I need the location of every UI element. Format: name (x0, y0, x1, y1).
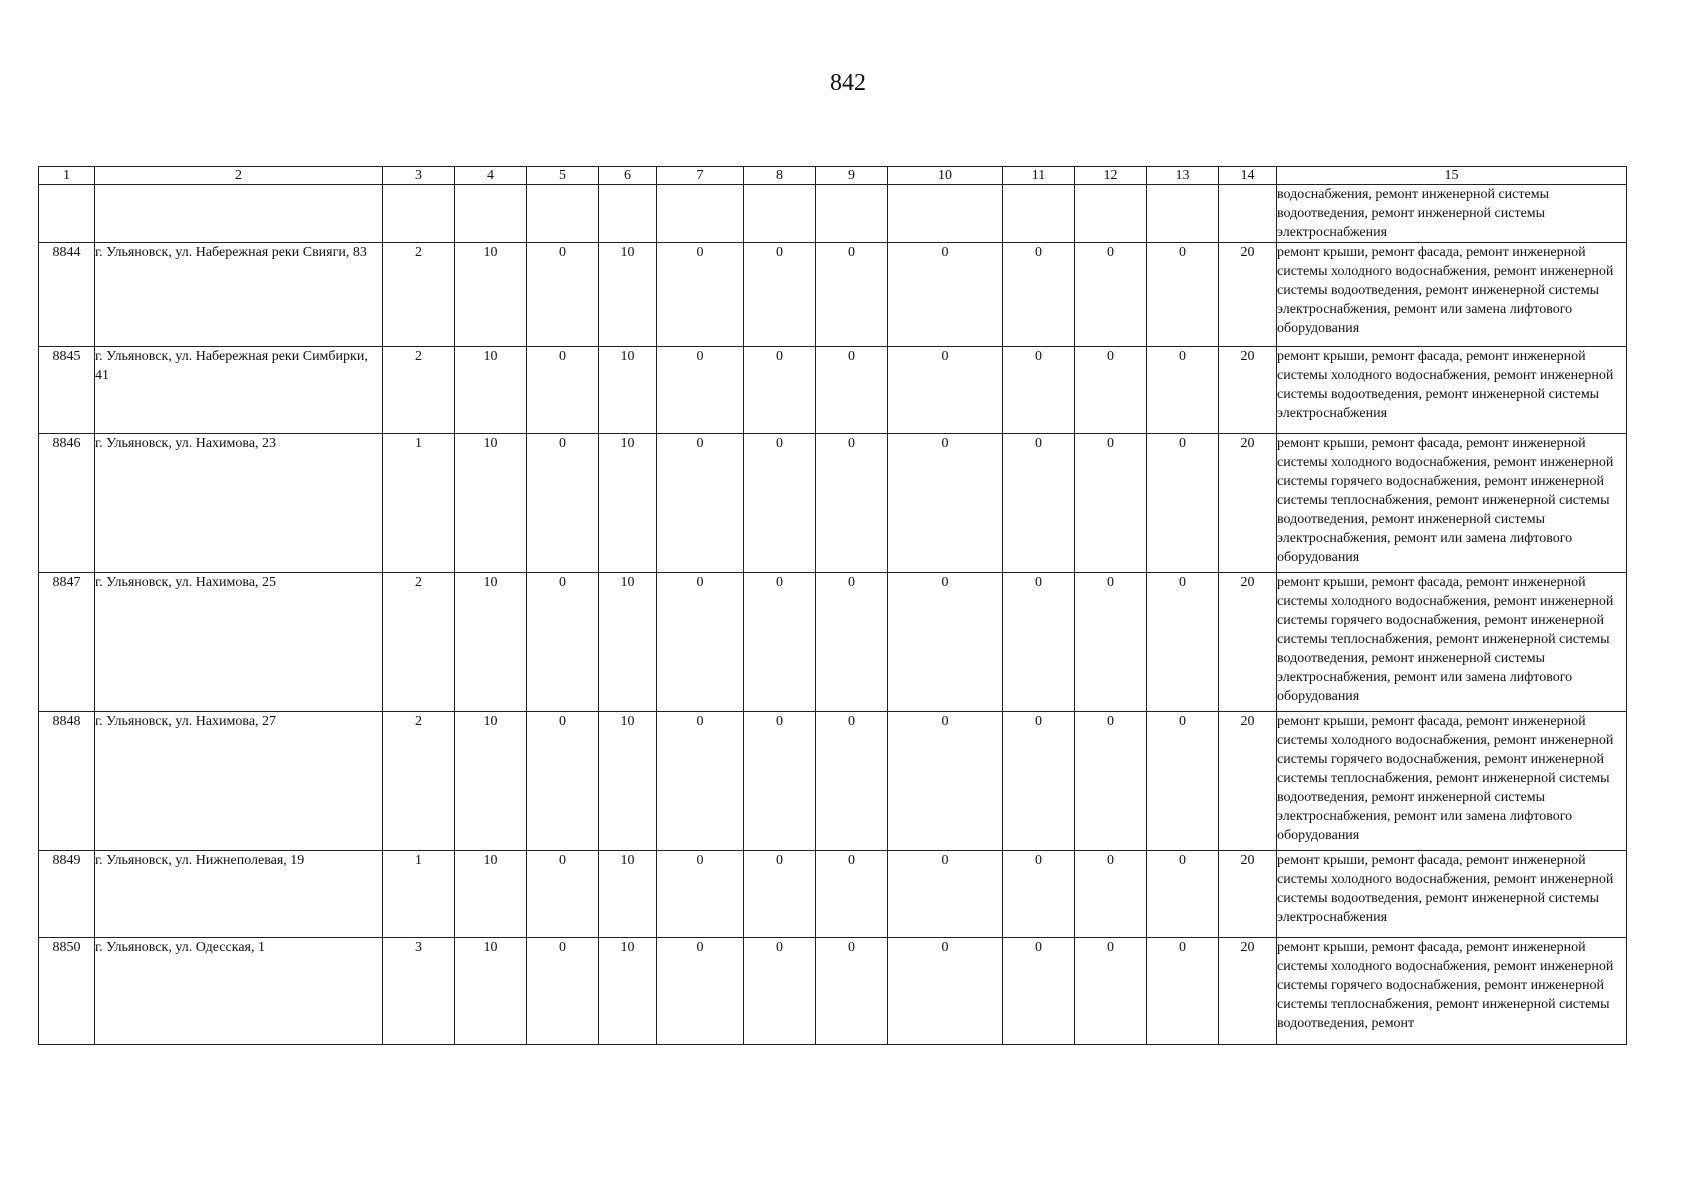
value-cell: 0 (657, 347, 744, 434)
value-cell: 0 (744, 347, 816, 434)
value-cell: 0 (1147, 851, 1219, 938)
column-header: 13 (1147, 167, 1219, 185)
value-cell: 10 (455, 938, 527, 1045)
column-header: 10 (888, 167, 1003, 185)
value-cell: 0 (744, 712, 816, 851)
value-cell: 10 (599, 434, 657, 573)
works-description-cell: ремонт крыши, ремонт фасада, ремонт инженерной системы холодного водоснабжения, ремонт инженерной системы горячего водоснабжения, ремонт инженерной системы теплоснабжения, ремонт инженерной системы водоотведения, ремонт инженерной системы электроснабжения, ремонт или замена лифтового оборудования (1277, 434, 1627, 573)
value-cell: 0 (1003, 243, 1075, 347)
table-row (39, 938, 1627, 1045)
value-cell: 2 (383, 573, 455, 712)
column-header: 6 (599, 167, 657, 185)
works-description-cell: ремонт крыши, ремонт фасада, ремонт инженерной системы холодного водоснабжения, ремонт инженерной системы водоотведения, ремонт инженерной системы электроснабжения, ремонт или замена лифтового оборудования (1277, 243, 1627, 347)
value-cell (888, 185, 1003, 243)
value-cell (1075, 185, 1147, 243)
value-cell: 0 (744, 573, 816, 712)
column-header: 14 (1219, 167, 1277, 185)
address-cell: г. Ульяновск, ул. Нахимова, 27 (95, 712, 383, 851)
address-cell: г. Ульяновск, ул. Нижнеполевая, 19 (95, 851, 383, 938)
value-cell (816, 185, 888, 243)
table-row (39, 434, 1627, 573)
value-cell: 0 (1075, 573, 1147, 712)
value-cell: 0 (744, 434, 816, 573)
value-cell: 10 (455, 347, 527, 434)
value-cell: 0 (744, 243, 816, 347)
value-cell: 2 (383, 347, 455, 434)
value-cell (657, 185, 744, 243)
value-cell: 0 (1003, 573, 1075, 712)
value-cell: 10 (455, 573, 527, 712)
value-cell: 0 (657, 851, 744, 938)
value-cell (599, 185, 657, 243)
row-id-cell (39, 185, 95, 243)
works-description-cell: водоснабжения, ремонт инженерной системы водоотведения, ремонт инженерной системы электроснабжения (1277, 185, 1627, 243)
column-header: 2 (95, 167, 383, 185)
value-cell: 0 (1003, 434, 1075, 573)
value-cell: 0 (816, 851, 888, 938)
column-header: 7 (657, 167, 744, 185)
header-row (39, 167, 1627, 185)
address-cell: г. Ульяновск, ул. Нахимова, 23 (95, 434, 383, 573)
row-id-cell: 8846 (39, 434, 95, 573)
value-cell: 10 (599, 243, 657, 347)
value-cell: 0 (527, 573, 599, 712)
table-row (39, 185, 1627, 243)
value-cell: 0 (527, 851, 599, 938)
value-cell (455, 185, 527, 243)
value-cell: 0 (888, 938, 1003, 1045)
table-row (39, 712, 1627, 851)
value-cell: 20 (1219, 573, 1277, 712)
address-cell (95, 185, 383, 243)
value-cell (744, 185, 816, 243)
value-cell: 0 (816, 243, 888, 347)
value-cell: 0 (1003, 938, 1075, 1045)
value-cell: 2 (383, 712, 455, 851)
column-header: 9 (816, 167, 888, 185)
value-cell: 0 (527, 243, 599, 347)
capital-repair-table (38, 166, 1627, 1045)
value-cell: 0 (1147, 938, 1219, 1045)
value-cell: 0 (816, 573, 888, 712)
value-cell: 0 (1003, 712, 1075, 851)
value-cell: 0 (1075, 712, 1147, 851)
address-cell: г. Ульяновск, ул. Нахимова, 25 (95, 573, 383, 712)
value-cell (1003, 185, 1075, 243)
value-cell: 0 (744, 938, 816, 1045)
row-id-cell: 8844 (39, 243, 95, 347)
value-cell: 0 (1147, 712, 1219, 851)
column-header: 11 (1003, 167, 1075, 185)
value-cell: 10 (455, 434, 527, 573)
value-cell: 3 (383, 938, 455, 1045)
row-id-cell: 8848 (39, 712, 95, 851)
row-id-cell: 8847 (39, 573, 95, 712)
value-cell: 10 (455, 243, 527, 347)
value-cell: 0 (1147, 243, 1219, 347)
address-cell: г. Ульяновск, ул. Набережная реки Свияги, 83 (95, 243, 383, 347)
value-cell: 0 (1003, 347, 1075, 434)
address-cell: г. Ульяновск, ул. Одесская, 1 (95, 938, 383, 1045)
column-header: 8 (744, 167, 816, 185)
value-cell: 1 (383, 851, 455, 938)
value-cell (1219, 185, 1277, 243)
works-description-cell: ремонт крыши, ремонт фасада, ремонт инженерной системы холодного водоснабжения, ремонт инженерной системы горячего водоснабжения, ремонт инженерной системы теплоснабжения, ремонт инженерной системы водоотведения, ремонт инженерной системы электроснабжения, ремонт или замена лифтового оборудования (1277, 573, 1627, 712)
works-description-cell: ремонт крыши, ремонт фасада, ремонт инженерной системы холодного водоснабжения, ремонт инженерной системы горячего водоснабжения, ремонт инженерной системы теплоснабжения, ремонт инженерной системы водоотведения, ремонт (1277, 938, 1627, 1045)
value-cell: 20 (1219, 434, 1277, 573)
table-row (39, 573, 1627, 712)
address-cell: г. Ульяновск, ул. Набережная реки Симбирки, 41 (95, 347, 383, 434)
value-cell: 20 (1219, 243, 1277, 347)
value-cell: 0 (888, 851, 1003, 938)
value-cell: 0 (1147, 347, 1219, 434)
value-cell: 0 (1075, 851, 1147, 938)
column-header: 5 (527, 167, 599, 185)
value-cell (383, 185, 455, 243)
value-cell: 0 (888, 347, 1003, 434)
works-description-cell: ремонт крыши, ремонт фасада, ремонт инженерной системы холодного водоснабжения, ремонт инженерной системы водоотведения, ремонт инженерной системы электроснабжения (1277, 347, 1627, 434)
value-cell: 10 (599, 938, 657, 1045)
column-header: 15 (1277, 167, 1627, 185)
value-cell: 0 (1075, 434, 1147, 573)
page-number: 842 (830, 70, 866, 96)
value-cell: 10 (599, 851, 657, 938)
value-cell: 0 (1075, 243, 1147, 347)
column-header: 4 (455, 167, 527, 185)
value-cell: 0 (816, 938, 888, 1045)
value-cell: 2 (383, 243, 455, 347)
value-cell: 0 (816, 434, 888, 573)
value-cell: 10 (599, 712, 657, 851)
value-cell: 20 (1219, 851, 1277, 938)
value-cell: 0 (527, 347, 599, 434)
value-cell: 20 (1219, 938, 1277, 1045)
value-cell: 0 (744, 851, 816, 938)
value-cell: 10 (455, 851, 527, 938)
column-header: 3 (383, 167, 455, 185)
value-cell: 0 (527, 434, 599, 573)
value-cell: 10 (599, 347, 657, 434)
value-cell: 0 (657, 938, 744, 1045)
value-cell: 0 (888, 434, 1003, 573)
value-cell: 0 (1003, 851, 1075, 938)
value-cell: 0 (657, 243, 744, 347)
value-cell (1147, 185, 1219, 243)
column-header: 1 (39, 167, 95, 185)
table-row (39, 347, 1627, 434)
value-cell: 10 (455, 712, 527, 851)
value-cell: 0 (1147, 434, 1219, 573)
value-cell: 20 (1219, 347, 1277, 434)
value-cell: 0 (1075, 938, 1147, 1045)
value-cell: 0 (657, 712, 744, 851)
works-description-cell: ремонт крыши, ремонт фасада, ремонт инженерной системы холодного водоснабжения, ремонт инженерной системы горячего водоснабжения, ремонт инженерной системы теплоснабжения, ремонт инженерной системы водоотведения, ремонт инженерной системы электроснабжения, ремонт или замена лифтового оборудования (1277, 712, 1627, 851)
value-cell: 1 (383, 434, 455, 573)
value-cell: 0 (657, 573, 744, 712)
value-cell: 0 (1147, 573, 1219, 712)
value-cell: 0 (816, 712, 888, 851)
row-id-cell: 8845 (39, 347, 95, 434)
value-cell: 0 (888, 573, 1003, 712)
value-cell: 0 (527, 712, 599, 851)
row-id-cell: 8849 (39, 851, 95, 938)
works-description-cell: ремонт крыши, ремонт фасада, ремонт инженерной системы холодного водоснабжения, ремонт инженерной системы водоотведения, ремонт инженерной системы электроснабжения (1277, 851, 1627, 938)
table-row (39, 851, 1627, 938)
value-cell: 10 (599, 573, 657, 712)
row-id-cell: 8850 (39, 938, 95, 1045)
value-cell: 0 (527, 938, 599, 1045)
column-header: 12 (1075, 167, 1147, 185)
value-cell: 20 (1219, 712, 1277, 851)
value-cell: 0 (888, 243, 1003, 347)
table-row (39, 243, 1627, 347)
value-cell: 0 (888, 712, 1003, 851)
value-cell: 0 (1075, 347, 1147, 434)
value-cell: 0 (657, 434, 744, 573)
value-cell (527, 185, 599, 243)
value-cell: 0 (816, 347, 888, 434)
